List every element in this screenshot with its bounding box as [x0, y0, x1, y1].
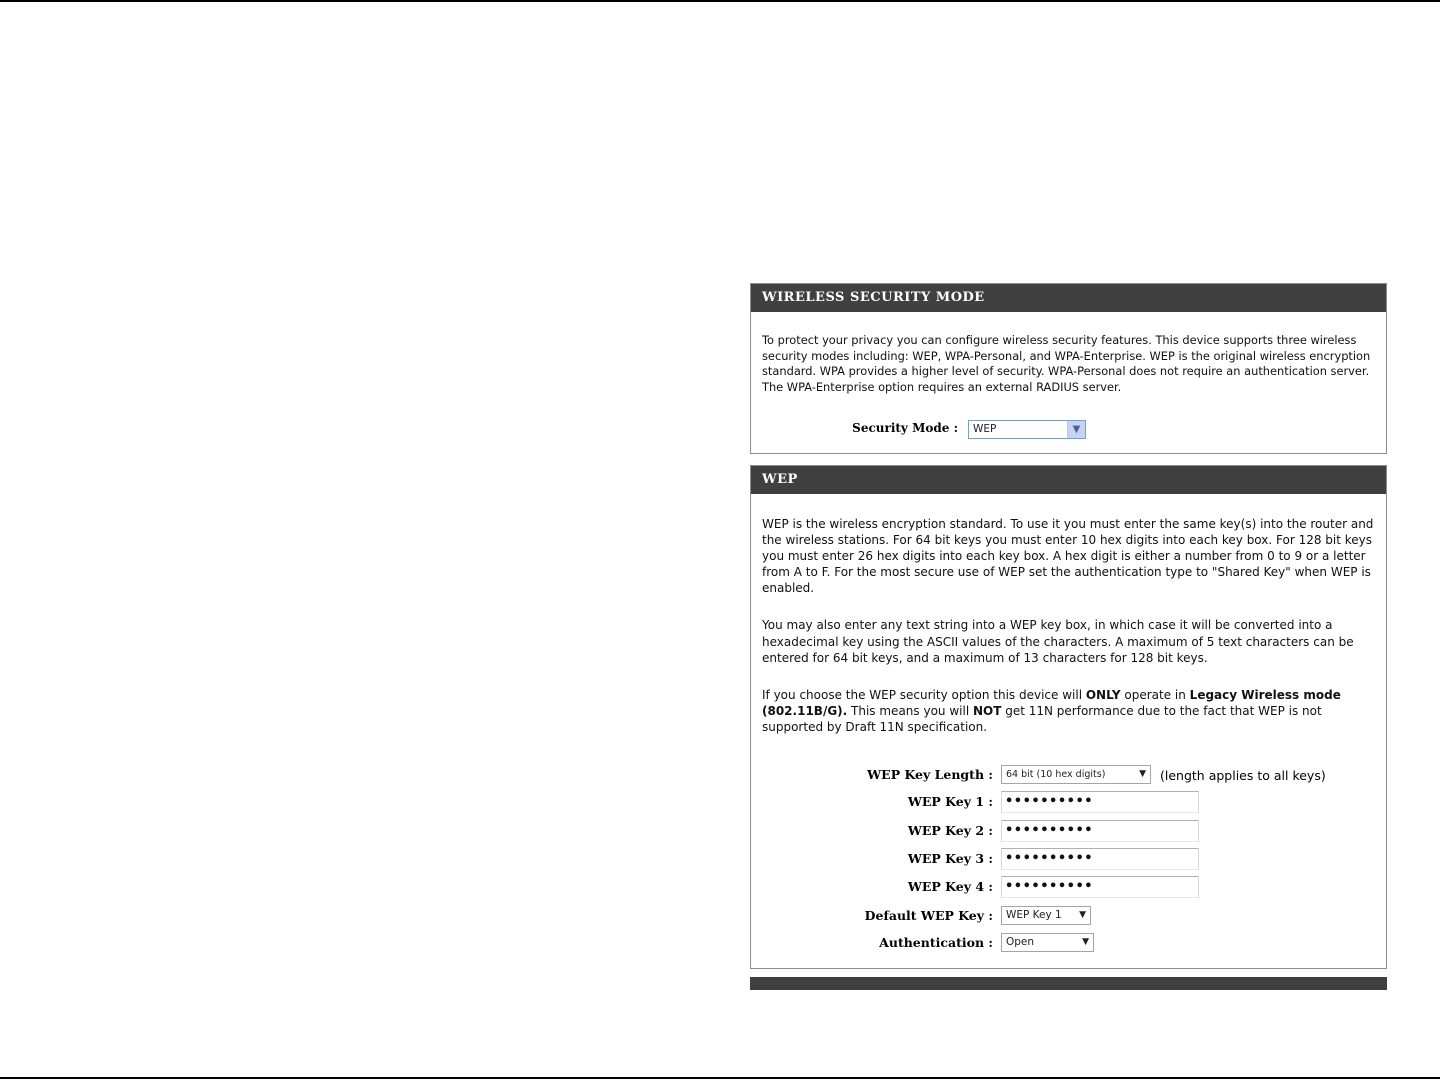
wep-key-length-select[interactable] [1001, 765, 1151, 784]
wep-paragraph-2: You may also enter any text string into a WEP key box, in which case it will be converted into a hexadecimal key using the ASCII values of the characters. A maximum of 5 text characters can be entered for 64 bit keys, and a maximum of 13 characters for 128 bit keys. [762, 618, 1354, 665]
wep-key-2-row [751, 820, 1386, 844]
wep-key-3-input[interactable]: •••••••••• [1001, 848, 1199, 870]
wep-key-4-label: WEP Key 4 : [907, 879, 993, 894]
wep-paragraph-3 [762, 687, 1375, 735]
wep-key-length-row [751, 764, 1386, 788]
authentication-row [751, 932, 1386, 956]
legacy-mode-emphasis: Legacy Wireless mode (802.11B/G). [762, 687, 1341, 718]
wep-key-1-label: WEP Key 1 : [907, 794, 993, 809]
wep-paragraph-1: WEP is the wireless encryption standard. To use it you must enter the same key(s) into the router and the wireless stations. For 64 bit keys you must enter 10 hex digits into each key box. For 128 bit keys you must enter 26 hex digits into each key box. A hex digit is either a number from 0 to 9 or a letter from A to F. For the most secure use of WEP set the authentication type to "Shared Key" when WEP is enabled. [762, 517, 1374, 596]
authentication-value: Open [1006, 936, 1035, 948]
default-wep-key-value: WEP Key 1 [1006, 909, 1062, 921]
caret-down-icon[interactable]: ▼ [1079, 910, 1086, 920]
security-description-text: To protect your privacy you can configure wireless security features. This device supports three wireless security modes including: WEP, WPA-Personal, and WPA-Enterprise. WEP is the original wireless encryption standard. WPA provides a higher level of security. WPA-Personal does not require an authentication server. The WPA-Enterprise option requires an external RADIUS server. [762, 333, 1371, 394]
panel-footer-bar [750, 977, 1387, 990]
wep-key-4-input[interactable]: •••••••••• [1001, 876, 1199, 898]
security-mode-value: WEP [973, 423, 997, 435]
wep-paragraph-3-a: If you choose the WEP security option this device will [762, 687, 1086, 702]
wep-paragraph-3-d: get 11N performance due to the fact that WEP is not supported by Draft 11N specification. [762, 703, 1322, 734]
wep-key-2-label: WEP Key 2 : [907, 823, 993, 838]
wireless-security-mode-panel [750, 283, 1387, 454]
panel-title: WEP [751, 466, 1386, 494]
wep-key-2-input[interactable]: •••••••••• [1001, 820, 1199, 842]
security-mode-label: Security Mode : [852, 421, 958, 435]
default-wep-key-select[interactable] [1001, 906, 1091, 925]
only-emphasis: ONLY [1085, 687, 1121, 702]
security-description [751, 312, 1386, 395]
chevron-down-icon[interactable]: ▼ [1067, 421, 1085, 438]
default-wep-key-label: Default WEP Key : [864, 908, 993, 923]
panel-title: WIRELESS SECURITY MODE [751, 284, 1386, 312]
wep-key-4-row [751, 876, 1386, 900]
wep-description [751, 494, 1386, 735]
default-wep-key-row [751, 905, 1386, 929]
top-border-line [0, 0, 1440, 2]
wep-panel [750, 465, 1387, 969]
not-emphasis: NOT [972, 703, 1002, 718]
security-mode-row [751, 418, 1386, 440]
authentication-label: Authentication : [879, 935, 993, 950]
bottom-border-line [0, 1077, 1440, 1079]
security-mode-select[interactable] [968, 420, 1086, 439]
wep-key-length-label: WEP Key Length : [867, 767, 993, 782]
key-length-hint: (length applies to all keys) [1160, 768, 1326, 783]
wep-paragraph-3-b: operate in [1120, 687, 1190, 702]
caret-down-icon[interactable]: ▼ [1082, 937, 1089, 947]
authentication-select[interactable] [1001, 933, 1094, 952]
wep-key-3-label: WEP Key 3 : [907, 851, 993, 866]
wep-paragraph-3-c: This means you will [847, 703, 973, 718]
caret-down-icon[interactable]: ▼ [1139, 769, 1146, 779]
wep-key-1-input[interactable]: •••••••••• [1001, 791, 1199, 813]
wep-key-3-row [751, 848, 1386, 872]
wep-key-1-row [751, 791, 1386, 815]
wep-key-length-value: 64 bit (10 hex digits) [1006, 769, 1106, 780]
